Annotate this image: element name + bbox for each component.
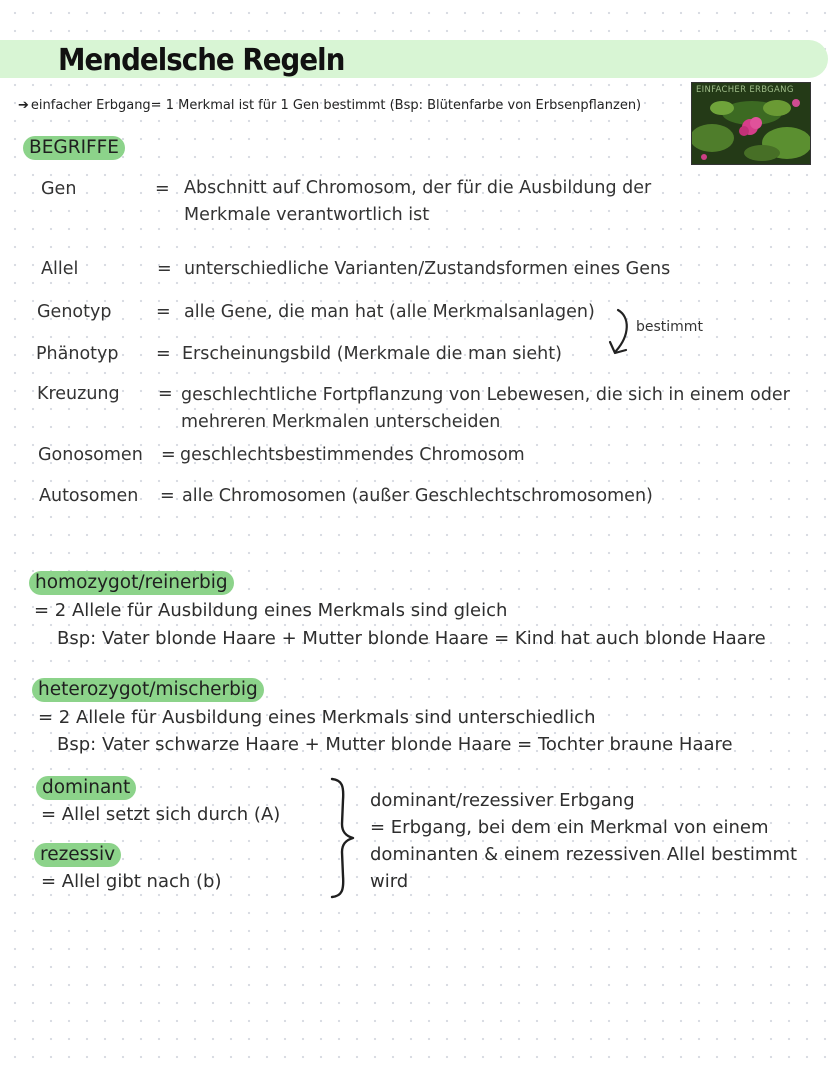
rezessiv-heading: rezessiv bbox=[34, 843, 121, 867]
begriffe-heading: BEGRIFFE bbox=[23, 136, 125, 160]
erbgang-line4: wird bbox=[370, 871, 409, 892]
term-gonosomen: Gonosomen bbox=[38, 445, 143, 465]
equals-sign: = bbox=[157, 259, 172, 279]
term-genotyp: Genotyp bbox=[37, 302, 112, 322]
def-kreuzung-line2: mehreren Merkmalen unterscheiden bbox=[181, 412, 501, 432]
rezessiv-def: = Allel gibt nach (b) bbox=[41, 871, 222, 892]
term-autosomen: Autosomen bbox=[39, 486, 139, 506]
def-kreuzung-line1: geschlechtliche Fortpflanzung von Lebewesen, die sich in einem oder bbox=[181, 385, 790, 405]
term-kreuzung: Kreuzung bbox=[37, 384, 120, 404]
homozygot-example: Bsp: Vater blonde Haare + Mutter blonde Haare = Kind hat auch blonde Haare bbox=[57, 628, 766, 649]
def-gen-line1: Abschnitt auf Chromosom, der für die Ausbildung der bbox=[184, 178, 652, 198]
equals-sign: = bbox=[156, 344, 171, 364]
dominant-def: = Allel setzt sich durch (A) bbox=[41, 804, 281, 825]
thumbnail-caption: EINFACHER ERBGANG bbox=[696, 85, 794, 95]
intro-line bbox=[18, 98, 641, 113]
def-gonosomen: geschlechtsbestimmendes Chromosom bbox=[180, 445, 525, 465]
page-title: Mendelsche Regeln bbox=[58, 43, 345, 78]
def-phaenotyp: Erscheinungsbild (Merkmale die man sieht) bbox=[182, 344, 562, 364]
bestimmt-arrow-icon bbox=[606, 307, 636, 359]
heterozygot-heading: heterozygot/mischerbig bbox=[32, 678, 264, 702]
homozygot-heading: homozygot/reinerbig bbox=[29, 571, 234, 595]
flower-photo-icon bbox=[692, 83, 810, 164]
def-genotyp: alle Gene, die man hat (alle Merkmalsanlagen) bbox=[184, 302, 595, 322]
term-phaenotyp: Phänotyp bbox=[36, 344, 119, 364]
def-gen-line2: Merkmale verantwortlich ist bbox=[184, 205, 430, 225]
erbgang-line2: = Erbgang, bei dem ein Merkmal von einem bbox=[370, 817, 769, 838]
erbgang-line3: dominanten & einem rezessiven Allel bestimmt bbox=[370, 844, 798, 865]
equals-sign: = bbox=[161, 445, 176, 465]
def-allel: unterschiedliche Varianten/Zustandsformen eines Gens bbox=[184, 259, 671, 279]
bestimmt-note: bestimmt bbox=[636, 319, 703, 335]
intro-text: einfacher Erbgang= 1 Merkmal ist für 1 Gen bestimmt (Bsp: Blütenfarbe von Erbsenpflanzen) bbox=[30, 98, 642, 113]
dominant-heading: dominant bbox=[36, 776, 136, 800]
heterozygot-def: = 2 Allele für Ausbildung eines Merkmals sind unterschiedlich bbox=[38, 707, 596, 728]
homozygot-def: = 2 Allele für Ausbildung eines Merkmals sind gleich bbox=[34, 600, 508, 621]
equals-sign: = bbox=[156, 302, 171, 322]
equals-sign: = bbox=[158, 384, 173, 404]
heterozygot-example: Bsp: Vater schwarze Haare + Mutter blonde Haare = Tochter braune Haare bbox=[57, 734, 733, 755]
arrow-right-icon: ➔ bbox=[18, 98, 29, 113]
erbgang-title: dominant/rezessiver Erbgang bbox=[370, 790, 635, 811]
equals-sign: = bbox=[155, 179, 170, 199]
term-gen: Gen bbox=[41, 179, 77, 199]
equals-sign: = bbox=[160, 486, 175, 506]
def-autosomen: alle Chromosomen (außer Geschlechtschromosomen) bbox=[182, 486, 653, 506]
term-allel: Allel bbox=[41, 259, 79, 279]
flower-thumbnail bbox=[691, 82, 811, 165]
curly-brace-icon bbox=[328, 776, 358, 900]
